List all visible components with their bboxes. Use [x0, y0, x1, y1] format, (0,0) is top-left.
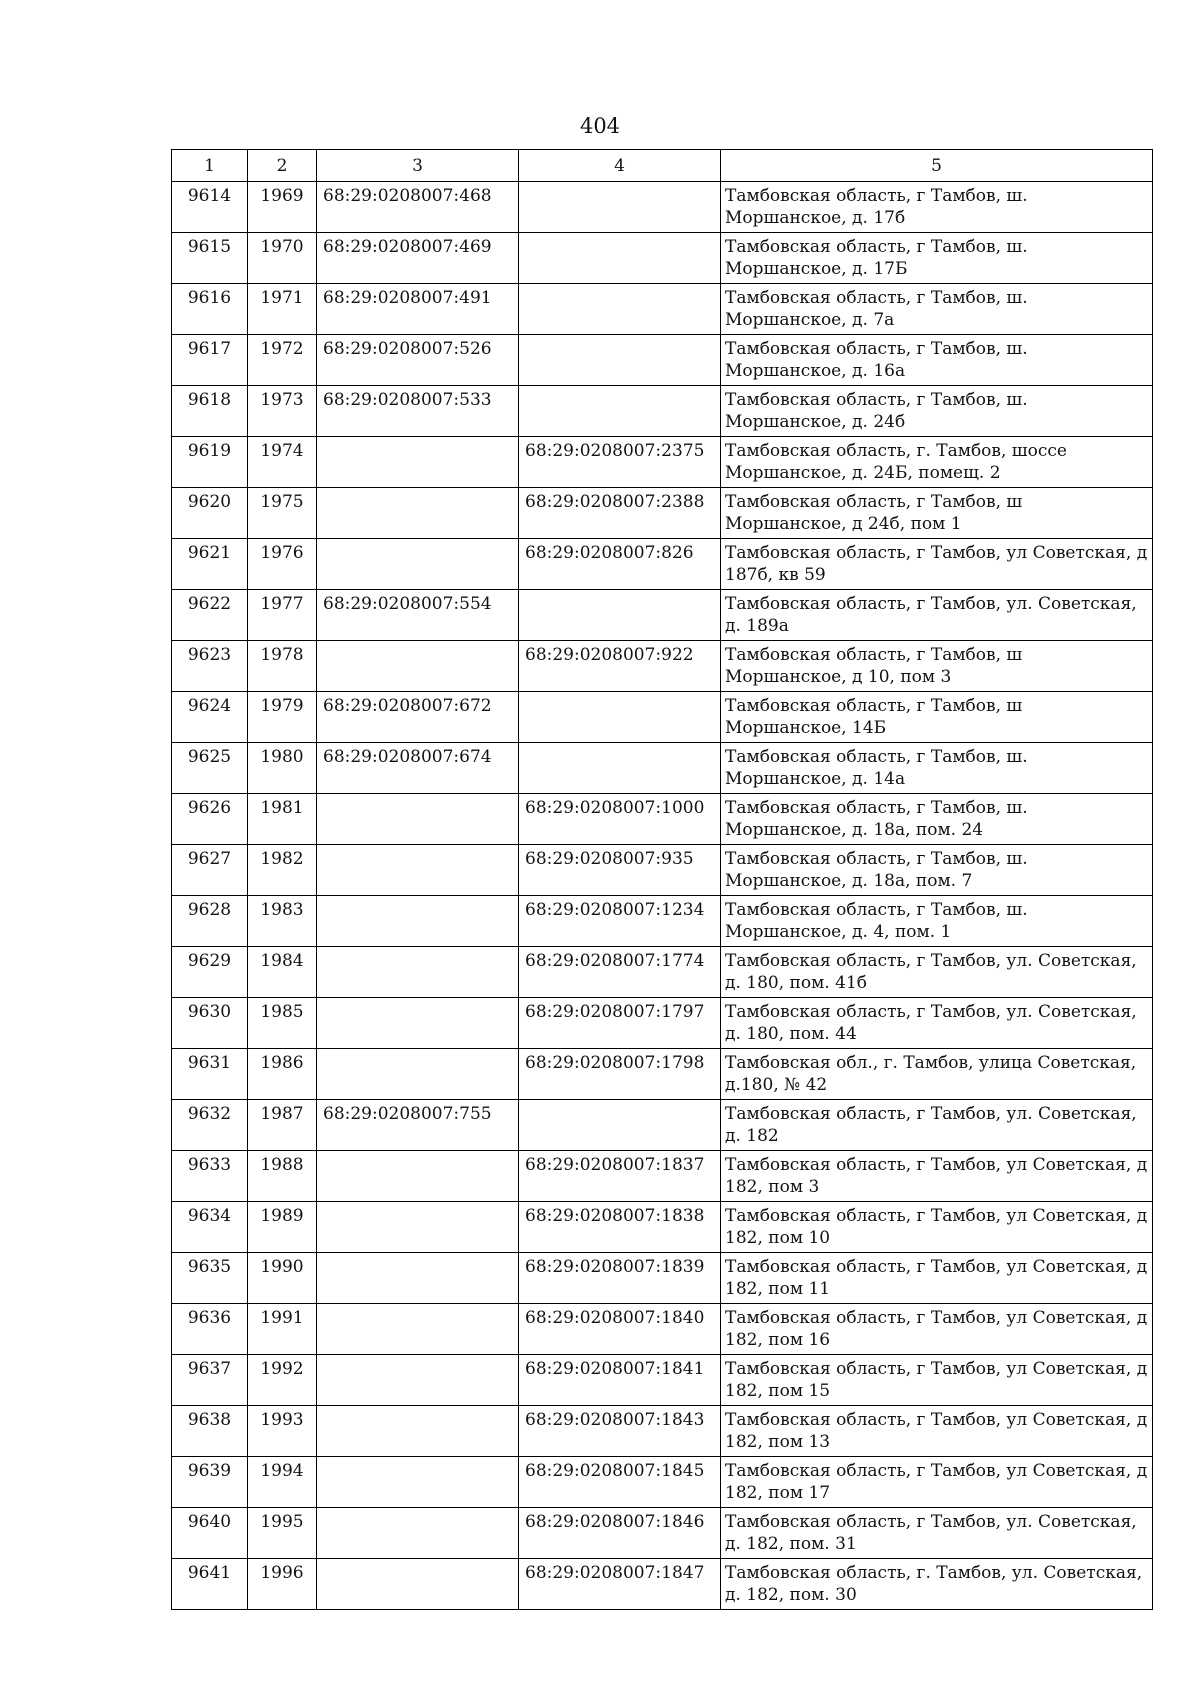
address-cell: Тамбовская область, г Тамбов, ш. Моршанское, д. 14а [721, 743, 1153, 794]
premises-cadastral-number-cell: 68:29:0208007:1846 [519, 1508, 721, 1559]
table-row [172, 1508, 1153, 1559]
table-row [172, 1202, 1153, 1253]
row-number-cell: 9640 [172, 1508, 248, 1559]
record-number-cell: 1981 [248, 794, 317, 845]
premises-cadastral-number-cell: 68:29:0208007:1847 [519, 1559, 721, 1610]
premises-cadastral-number-cell [519, 590, 721, 641]
row-number-cell: 9630 [172, 998, 248, 1049]
row-number-cell: 9634 [172, 1202, 248, 1253]
cadastral-number-cell: 68:29:0208007:533 [317, 386, 519, 437]
address-cell: Тамбовская область, г Тамбов, ш. Моршанское, д. 16а [721, 335, 1153, 386]
cadastral-number-cell [317, 998, 519, 1049]
record-number-cell: 1991 [248, 1304, 317, 1355]
row-number-cell: 9615 [172, 233, 248, 284]
premises-cadastral-number-cell: 68:29:0208007:1845 [519, 1457, 721, 1508]
row-number-cell: 9629 [172, 947, 248, 998]
table-row [172, 233, 1153, 284]
cadastral-number-cell [317, 947, 519, 998]
row-number-cell: 9622 [172, 590, 248, 641]
cadastral-number-cell [317, 896, 519, 947]
row-number-cell: 9627 [172, 845, 248, 896]
address-cell: Тамбовская область, г Тамбов, ул Советская, д 182, пом 17 [721, 1457, 1153, 1508]
cadastral-number-cell [317, 1253, 519, 1304]
record-number-cell: 1973 [248, 386, 317, 437]
premises-cadastral-number-cell: 68:29:0208007:1234 [519, 896, 721, 947]
address-cell: Тамбовская область, г. Тамбов, ул. Советская, д. 182, пом. 30 [721, 1559, 1153, 1610]
record-number-cell: 1989 [248, 1202, 317, 1253]
row-number-cell: 9623 [172, 641, 248, 692]
row-number-cell: 9624 [172, 692, 248, 743]
cadastral-number-cell [317, 794, 519, 845]
address-cell: Тамбовская область, г Тамбов, ш. Моршанское, д. 4, пом. 1 [721, 896, 1153, 947]
address-cell: Тамбовская обл., г. Тамбов, улица Советская, д.180, № 42 [721, 1049, 1153, 1100]
table-row [172, 488, 1153, 539]
premises-cadastral-number-cell [519, 1100, 721, 1151]
cadastral-number-cell [317, 1508, 519, 1559]
record-number-cell: 1988 [248, 1151, 317, 1202]
column-header-1: 1 [172, 150, 248, 182]
address-cell: Тамбовская область, г Тамбов, ул. Советская, д. 182 [721, 1100, 1153, 1151]
address-cell: Тамбовская область, г Тамбов, ш. Моршанское, д. 18а, пом. 7 [721, 845, 1153, 896]
address-cell: Тамбовская область, г Тамбов, ул. Советская, д. 189а [721, 590, 1153, 641]
row-number-cell: 9620 [172, 488, 248, 539]
premises-cadastral-number-cell [519, 284, 721, 335]
record-number-cell: 1995 [248, 1508, 317, 1559]
table-row [172, 1559, 1153, 1610]
table-row [172, 1406, 1153, 1457]
record-number-cell: 1975 [248, 488, 317, 539]
record-number-cell: 1993 [248, 1406, 317, 1457]
table-row [172, 1151, 1153, 1202]
cadastral-number-cell [317, 845, 519, 896]
cadastral-number-cell: 68:29:0208007:491 [317, 284, 519, 335]
premises-cadastral-number-cell: 68:29:0208007:2375 [519, 437, 721, 488]
row-number-cell: 9639 [172, 1457, 248, 1508]
row-number-cell: 9621 [172, 539, 248, 590]
premises-cadastral-number-cell: 68:29:0208007:826 [519, 539, 721, 590]
record-number-cell: 1971 [248, 284, 317, 335]
record-number-cell: 1976 [248, 539, 317, 590]
premises-cadastral-number-cell: 68:29:0208007:1774 [519, 947, 721, 998]
row-number-cell: 9617 [172, 335, 248, 386]
record-number-cell: 1986 [248, 1049, 317, 1100]
cadastral-number-cell [317, 1049, 519, 1100]
record-number-cell: 1985 [248, 998, 317, 1049]
table-row [172, 1457, 1153, 1508]
address-cell: Тамбовская область, г Тамбов, ш. Моршанское, д. 24б [721, 386, 1153, 437]
table-row [172, 998, 1153, 1049]
table-row [172, 743, 1153, 794]
table-row [172, 1253, 1153, 1304]
record-number-cell: 1979 [248, 692, 317, 743]
address-cell: Тамбовская область, г Тамбов, ул Советская, д 182, пом 16 [721, 1304, 1153, 1355]
table-row [172, 590, 1153, 641]
address-cell: Тамбовская область, г Тамбов, ш. Моршанское, д. 17Б [721, 233, 1153, 284]
cadastral-number-cell: 68:29:0208007:672 [317, 692, 519, 743]
table-row [172, 182, 1153, 233]
address-cell: Тамбовская область, г Тамбов, ш Моршанское, д 24б, пом 1 [721, 488, 1153, 539]
table-row [172, 947, 1153, 998]
record-number-cell: 1970 [248, 233, 317, 284]
premises-cadastral-number-cell: 68:29:0208007:1798 [519, 1049, 721, 1100]
address-cell: Тамбовская область, г Тамбов, ш. Моршанское, д. 18а, пом. 24 [721, 794, 1153, 845]
column-header-5: 5 [721, 150, 1153, 182]
premises-cadastral-number-cell: 68:29:0208007:922 [519, 641, 721, 692]
premises-cadastral-number-cell: 68:29:0208007:935 [519, 845, 721, 896]
table-row [172, 1355, 1153, 1406]
table-row [172, 845, 1153, 896]
row-number-cell: 9626 [172, 794, 248, 845]
cadastral-number-cell [317, 1559, 519, 1610]
premises-cadastral-number-cell [519, 182, 721, 233]
table-header [172, 150, 1153, 182]
header-row [172, 150, 1153, 182]
row-number-cell: 9632 [172, 1100, 248, 1151]
premises-cadastral-number-cell [519, 743, 721, 794]
cadastral-number-cell [317, 1406, 519, 1457]
premises-cadastral-number-cell: 68:29:0208007:2388 [519, 488, 721, 539]
table-row [172, 1304, 1153, 1355]
address-cell: Тамбовская область, г Тамбов, ш Моршанское, д 10, пом 3 [721, 641, 1153, 692]
cadastral-number-cell: 68:29:0208007:674 [317, 743, 519, 794]
page-number: 404 [579, 114, 621, 138]
row-number-cell: 9641 [172, 1559, 248, 1610]
column-header-4: 4 [519, 150, 721, 182]
cadastral-number-cell [317, 1151, 519, 1202]
column-header-3: 3 [317, 150, 519, 182]
address-cell: Тамбовская область, г Тамбов, ул Советская, д 182, пом 15 [721, 1355, 1153, 1406]
address-cell: Тамбовская область, г. Тамбов, шоссе Моршанское, д. 24Б, помещ. 2 [721, 437, 1153, 488]
table-row [172, 539, 1153, 590]
cadastral-number-cell [317, 641, 519, 692]
premises-cadastral-number-cell: 68:29:0208007:1837 [519, 1151, 721, 1202]
record-number-cell: 1984 [248, 947, 317, 998]
row-number-cell: 9625 [172, 743, 248, 794]
premises-cadastral-number-cell: 68:29:0208007:1840 [519, 1304, 721, 1355]
row-number-cell: 9631 [172, 1049, 248, 1100]
record-number-cell: 1992 [248, 1355, 317, 1406]
table-row [172, 437, 1153, 488]
row-number-cell: 9635 [172, 1253, 248, 1304]
cadastral-number-cell [317, 488, 519, 539]
table-row [172, 284, 1153, 335]
record-number-cell: 1969 [248, 182, 317, 233]
cadastral-number-cell [317, 1355, 519, 1406]
table-row [172, 386, 1153, 437]
row-number-cell: 9633 [172, 1151, 248, 1202]
row-number-cell: 9638 [172, 1406, 248, 1457]
record-number-cell: 1977 [248, 590, 317, 641]
table-row [172, 794, 1153, 845]
row-number-cell: 9619 [172, 437, 248, 488]
row-number-cell: 9628 [172, 896, 248, 947]
address-cell: Тамбовская область, г Тамбов, ул. Советская, д. 180, пом. 44 [721, 998, 1153, 1049]
premises-cadastral-number-cell [519, 335, 721, 386]
record-number-cell: 1983 [248, 896, 317, 947]
table-body [172, 182, 1153, 1610]
address-cell: Тамбовская область, г Тамбов, ул Советская, д 182, пом 3 [721, 1151, 1153, 1202]
cadastral-number-cell [317, 1457, 519, 1508]
cadastral-number-cell [317, 1304, 519, 1355]
address-cell: Тамбовская область, г Тамбов, ул. Советская, д. 182, пом. 31 [721, 1508, 1153, 1559]
address-cell: Тамбовская область, г Тамбов, ул Советская, д 187б, кв 59 [721, 539, 1153, 590]
record-number-cell: 1990 [248, 1253, 317, 1304]
cadastral-number-cell [317, 1202, 519, 1253]
row-number-cell: 9637 [172, 1355, 248, 1406]
premises-cadastral-number-cell: 68:29:0208007:1843 [519, 1406, 721, 1457]
record-number-cell: 1982 [248, 845, 317, 896]
table-row [172, 692, 1153, 743]
cadastral-number-cell: 68:29:0208007:554 [317, 590, 519, 641]
record-number-cell: 1978 [248, 641, 317, 692]
record-number-cell: 1972 [248, 335, 317, 386]
premises-cadastral-number-cell: 68:29:0208007:1000 [519, 794, 721, 845]
column-header-2: 2 [248, 150, 317, 182]
premises-cadastral-number-cell: 68:29:0208007:1841 [519, 1355, 721, 1406]
table-row [172, 641, 1153, 692]
table-row [172, 896, 1153, 947]
premises-cadastral-number-cell: 68:29:0208007:1797 [519, 998, 721, 1049]
table-row [172, 335, 1153, 386]
cadastral-number-cell: 68:29:0208007:526 [317, 335, 519, 386]
premises-cadastral-number-cell: 68:29:0208007:1839 [519, 1253, 721, 1304]
registry-table [171, 149, 1153, 1610]
premises-cadastral-number-cell: 68:29:0208007:1838 [519, 1202, 721, 1253]
record-number-cell: 1980 [248, 743, 317, 794]
cadastral-number-cell [317, 539, 519, 590]
address-cell: Тамбовская область, г Тамбов, ш. Моршанское, д. 17б [721, 182, 1153, 233]
premises-cadastral-number-cell [519, 386, 721, 437]
premises-cadastral-number-cell [519, 692, 721, 743]
table-row [172, 1100, 1153, 1151]
address-cell: Тамбовская область, г Тамбов, ул Советская, д 182, пом 13 [721, 1406, 1153, 1457]
address-cell: Тамбовская область, г Тамбов, ул. Советская, д. 180, пом. 41б [721, 947, 1153, 998]
address-cell: Тамбовская область, г Тамбов, ш Моршанское, 14Б [721, 692, 1153, 743]
record-number-cell: 1994 [248, 1457, 317, 1508]
cadastral-number-cell: 68:29:0208007:755 [317, 1100, 519, 1151]
row-number-cell: 9636 [172, 1304, 248, 1355]
cadastral-number-cell: 68:29:0208007:468 [317, 182, 519, 233]
row-number-cell: 9618 [172, 386, 248, 437]
table-row [172, 1049, 1153, 1100]
premises-cadastral-number-cell [519, 233, 721, 284]
row-number-cell: 9614 [172, 182, 248, 233]
address-cell: Тамбовская область, г Тамбов, ш. Моршанское, д. 7а [721, 284, 1153, 335]
address-cell: Тамбовская область, г Тамбов, ул Советская, д 182, пом 11 [721, 1253, 1153, 1304]
cadastral-number-cell: 68:29:0208007:469 [317, 233, 519, 284]
cadastral-number-cell [317, 437, 519, 488]
record-number-cell: 1996 [248, 1559, 317, 1610]
record-number-cell: 1974 [248, 437, 317, 488]
address-cell: Тамбовская область, г Тамбов, ул Советская, д 182, пом 10 [721, 1202, 1153, 1253]
record-number-cell: 1987 [248, 1100, 317, 1151]
row-number-cell: 9616 [172, 284, 248, 335]
